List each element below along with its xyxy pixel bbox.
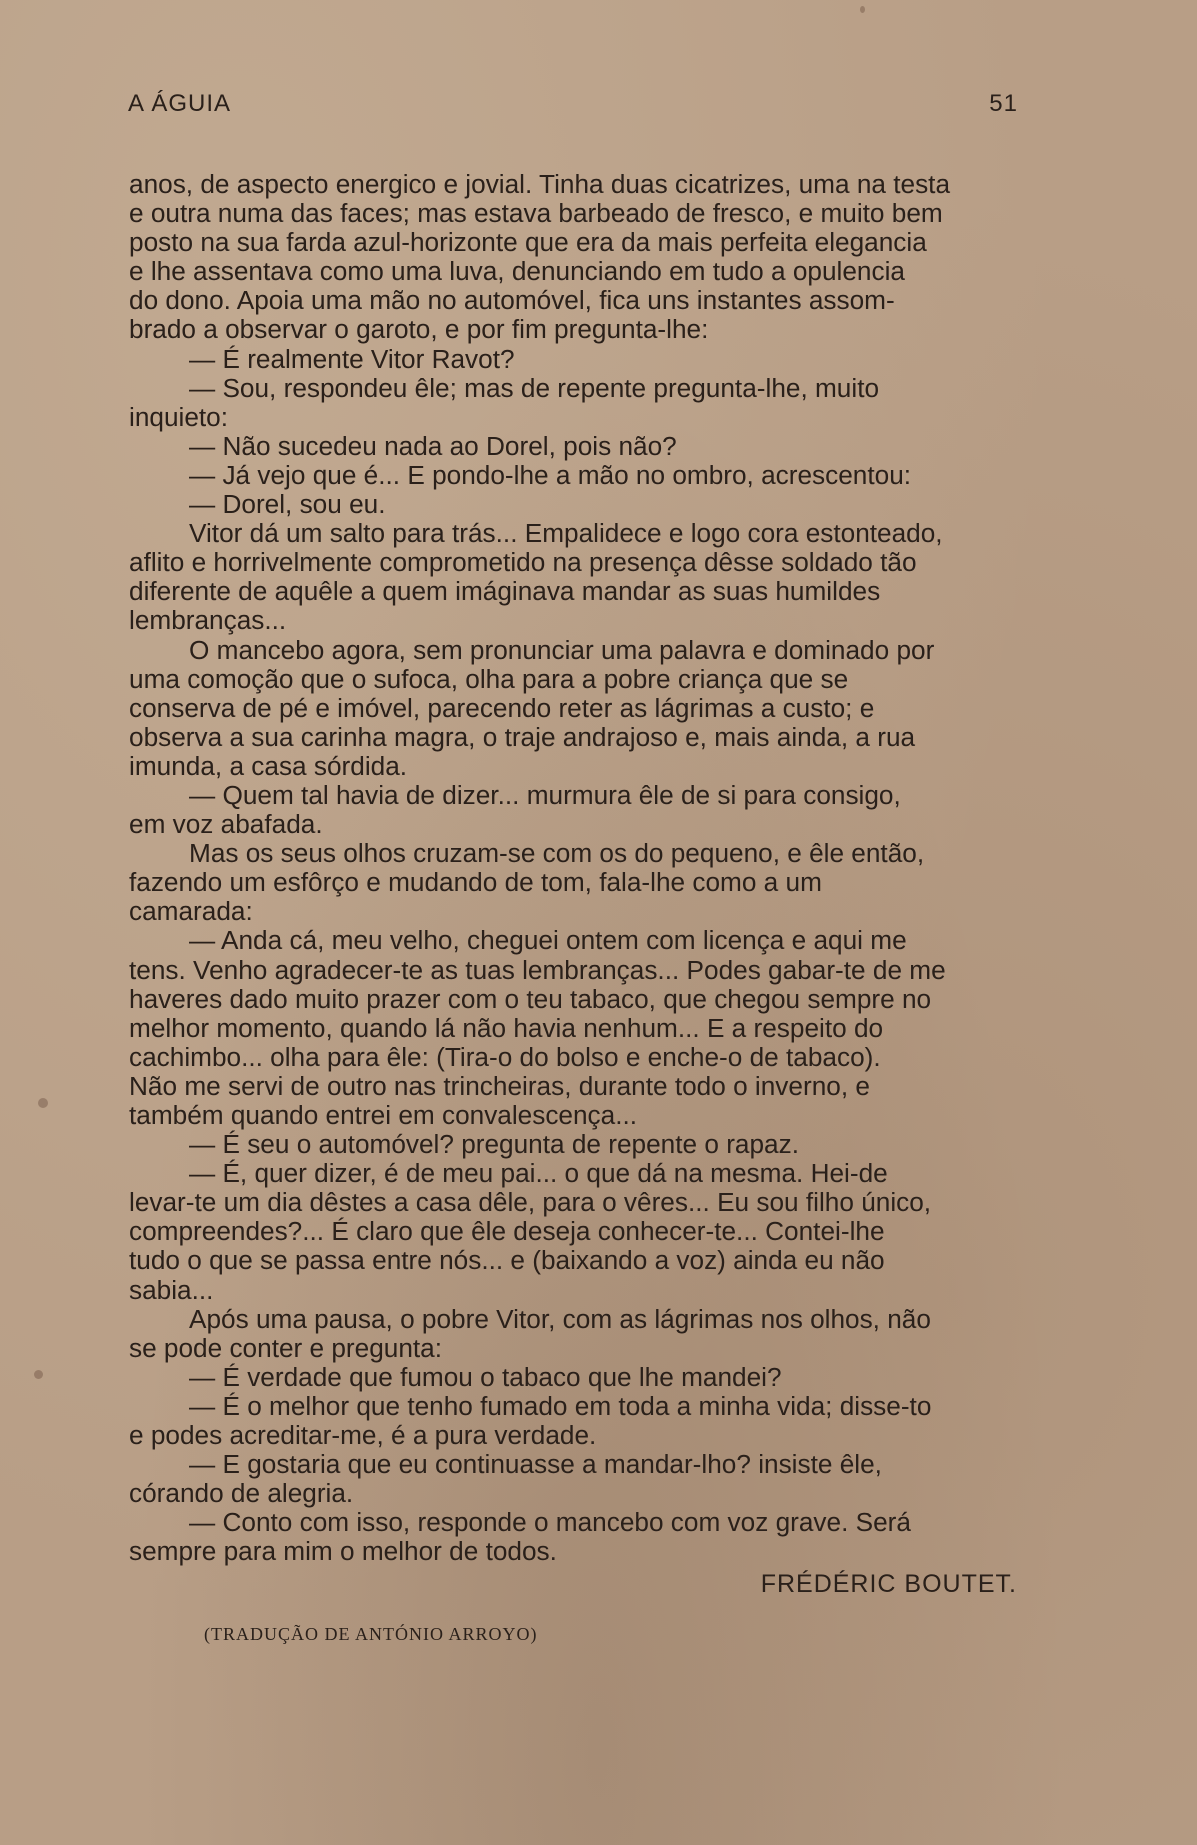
text-line: sempre para mim o melhor de todos. <box>129 1536 557 1567</box>
text-line: — É seu o automóvel? pregunta de repente o rapaz. <box>189 1129 799 1160</box>
page-number: 51 <box>989 90 1018 117</box>
text-line: córando de alegria. <box>129 1478 354 1509</box>
text-line: imunda, a casa sórdida. <box>129 750 408 781</box>
text-line: Mas os seus olhos cruzam-se com os do pequeno, e êle então, <box>189 838 925 869</box>
text-line: levar-te um dia dêstes a casa dêle, para o vêres... Eu sou filho único, <box>129 1187 932 1218</box>
text-line: inquieto: <box>129 401 229 432</box>
text-line: fazendo um esfôrço e mudando de tom, fala-lhe como a um <box>129 867 822 898</box>
text-line: melhor momento, quando lá não havia nenhum... E a respeito do <box>129 1012 884 1043</box>
text-line: e lhe assentava como uma luva, denunciando em tudo a opulencia <box>129 256 905 287</box>
text-line: — É, quer dizer, é de meu pai... o que dá na mesma. Hei-de <box>189 1158 888 1189</box>
text-line: compreendes?... É claro que êle deseja conhecer-te... Contei-lhe <box>129 1216 885 1247</box>
text-line: haveres dado muito prazer com o teu tabaco, que chegou sempre no <box>129 983 932 1014</box>
story-text <box>129 170 1016 1567</box>
text-line: anos, de aspecto energico e jovial. Tinha duas cicatrizes, uma na testa <box>129 169 951 199</box>
text-line: observa a sua carinha magra, o traje andrajoso e, mais ainda, a rua <box>129 721 916 752</box>
text-line: e podes acreditar-me, é a pura verdade. <box>129 1420 597 1451</box>
text-line: Após uma pausa, o pobre Vitor, com as lágrimas nos olhos, não <box>189 1303 931 1334</box>
text-line: — É o melhor que tenho fumado em toda a minha vida; disse-to <box>189 1390 932 1421</box>
text-line: — Quem tal havia de dizer... murmura êle de si para consigo, <box>189 779 901 810</box>
text-line: — Já vejo que é... E pondo-lhe a mão no ombro, acrescentou: <box>189 459 912 490</box>
text-line: aflito e horrivelmente comprometido na presença dêsse soldado tão <box>129 547 917 578</box>
text-line: — Conto com isso, responde o mancebo com voz grave. Será <box>189 1507 911 1538</box>
text-line: e outra numa das faces; mas estava barbeado de fresco, e muito bem <box>129 198 943 229</box>
text-line: posto na sua farda azul-horizonte que era da mais perfeita elegancia <box>129 227 927 258</box>
text-line: Não me servi de outro nas trincheiras, durante todo o inverno, e <box>129 1070 870 1101</box>
text-line: camarada: <box>129 896 253 927</box>
text-line: uma comoção que o sufoca, olha para a pobre criança que se <box>129 663 849 694</box>
text-line: — É realmente Vitor Ravot? <box>189 343 515 374</box>
text-line: também quando entrei em convalescença... <box>129 1100 638 1130</box>
text-line: tudo o que se passa entre nós... e (baixando a voz) ainda eu não <box>129 1245 885 1276</box>
text-line: — E gostaria que eu continuasse a mandar-lho? insiste êle, <box>189 1449 882 1480</box>
journal-title: A ÁGUIA <box>128 90 232 117</box>
text-line: tens. Venho agradecer-te as tuas lembranças... Podes gabar-te de me <box>129 954 946 985</box>
text-line: — Sou, respondeu êle; mas de repente pregunta-lhe, muito <box>189 372 880 403</box>
text-line: brado a observar o garoto, e por fim pregunta-lhe: <box>129 314 709 345</box>
text-line: do dono. Apoia uma mão no automóvel, fica uns instantes assom- <box>129 285 895 316</box>
author-signature: FRÉDÉRIC BOUTET. <box>760 1570 1017 1598</box>
text-line: lembranças... <box>129 605 287 636</box>
text-line: — Anda cá, meu velho, cheguei ontem com licença e aqui me <box>189 925 907 956</box>
text-line: conserva de pé e imóvel, parecendo reter as lágrimas a custo; e <box>129 692 875 723</box>
text-line: — É verdade que fumou o tabaco que lhe mandei? <box>189 1361 782 1392</box>
text-line: se pode conter e pregunta: <box>129 1332 443 1363</box>
text-line: diferente de aquêle a quem imáginava mandar as suas humildes <box>129 576 881 607</box>
ink-stain <box>860 6 865 13</box>
text-line: — Não sucedeu nada ao Dorel, pois não? <box>189 430 677 461</box>
text-line: em voz abafada. <box>129 809 323 840</box>
ink-stain <box>38 1098 48 1108</box>
translation-credit: (TRADUÇÃO DE ANTÓNIO ARROYO) <box>204 1624 538 1644</box>
ink-stain <box>34 1370 43 1379</box>
text-line: — Dorel, sou eu. <box>189 489 386 520</box>
running-header <box>128 84 1018 124</box>
text-line: O mancebo agora, sem pronunciar uma palavra e dominado por <box>189 634 935 665</box>
text-line: Vitor dá um salto para trás... Empalidece e logo cora estonteado, <box>189 518 943 549</box>
text-line: cachimbo... olha para êle: (Tira-o do bolso e enche-o de tabaco). <box>129 1041 881 1072</box>
text-line: sabia... <box>129 1274 214 1305</box>
